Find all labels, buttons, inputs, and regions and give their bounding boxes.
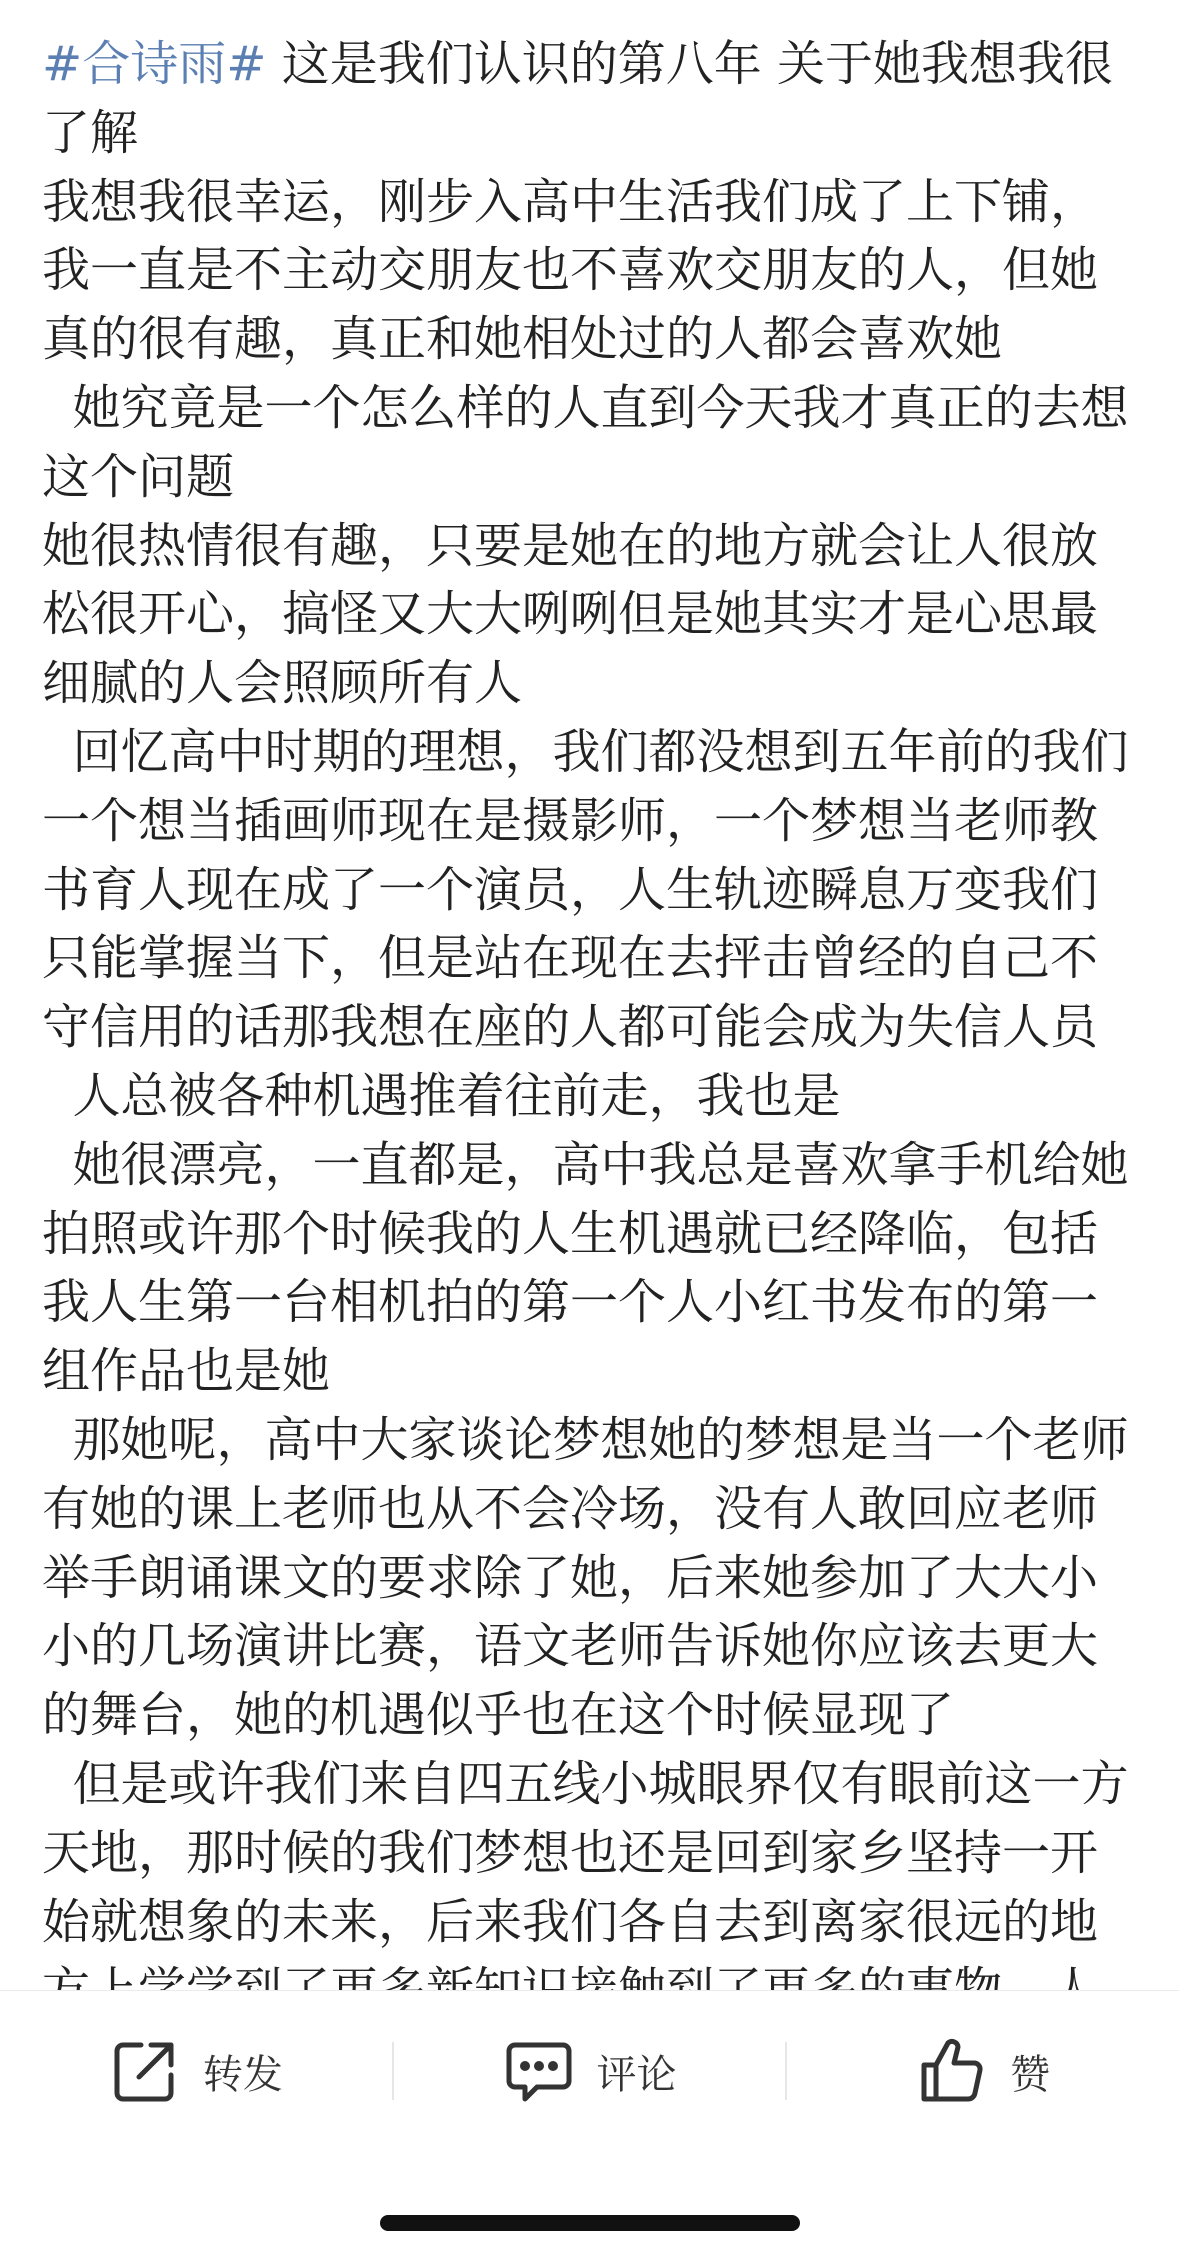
repost-button[interactable] — [0, 1991, 392, 2151]
post-paragraph: 回忆高中时期的理想，我们都没想到五年前的我们一个想当插画师现在是摄影师，一个梦想当老师教书育人现在成了一个演员，人生轨迹瞬息万变我们只能掌握当下，但是站在现在去抨击曾经的自己不守信用的话那我想在座的人都可能会成为失信人员 — [42, 723, 1129, 1056]
post-body — [42, 30, 1142, 2025]
post-paragraph: 我想我很幸运，刚步入高中生活我们成了上下铺，我一直是不主动交朋友也不喜欢交朋友的人，但她真的很有趣，真正和她相处过的人都会喜欢她 — [42, 173, 1099, 368]
post-paragraph: 她很漂亮，一直都是，高中我总是喜欢拿手机给她拍照或许那个时候我的人生机遇就已经降临，包括我人生第一台相机拍的第一个人小红书发布的第一组作品也是她 — [42, 1136, 1129, 1400]
post-paragraph: 她很热情很有趣，只要是她在的地方就会让人很放松很开心，搞怪又大大咧咧但是她其实才是心思最细腻的人会照顾所有人 — [42, 517, 1099, 712]
action-bar — [0, 1990, 1179, 2151]
like-label: 赞 — [1010, 2051, 1051, 2098]
post-paragraph: 她究竟是一个怎么样的人直到今天我才真正的去想这个问题 — [42, 379, 1129, 505]
like-button[interactable] — [787, 1991, 1179, 2151]
post-paragraph: 那她呢，高中大家谈论梦想她的梦想是当一个老师有她的课上老师也从不会冷场，没有人敢回应老师举手朗诵课文的要求除了她，后来她参加了大大小小的几场演讲比赛，语文老师告诉她你应该去更大的舞台，她的机遇似乎也在这个时候显现了 — [42, 1411, 1129, 1744]
topic-tag-link[interactable]: #合诗雨# — [42, 36, 267, 92]
post-headline: 这是我们认识的第八年 关于她我想我很了解 — [42, 36, 1113, 161]
home-indicator[interactable] — [380, 2215, 800, 2231]
thumbs-up-icon — [916, 2035, 988, 2107]
post-paragraph: 但是或许我们来自四五线小城眼界仅有眼前这一方天地，那时候的我们梦想也还是回到家乡坚持一开始就想象的未来，后来我们各自去到离家很远的地 — [42, 1755, 1129, 1950]
share-arrow-icon — [109, 2035, 181, 2107]
post-paragraph: 人总被各种机遇推着往前走，我也是 — [42, 1067, 841, 1124]
repost-label: 转发 — [202, 2051, 283, 2098]
comment-label: 评论 — [596, 2051, 677, 2098]
comment-button[interactable] — [394, 1991, 786, 2151]
comment-bubble-icon — [503, 2035, 575, 2107]
